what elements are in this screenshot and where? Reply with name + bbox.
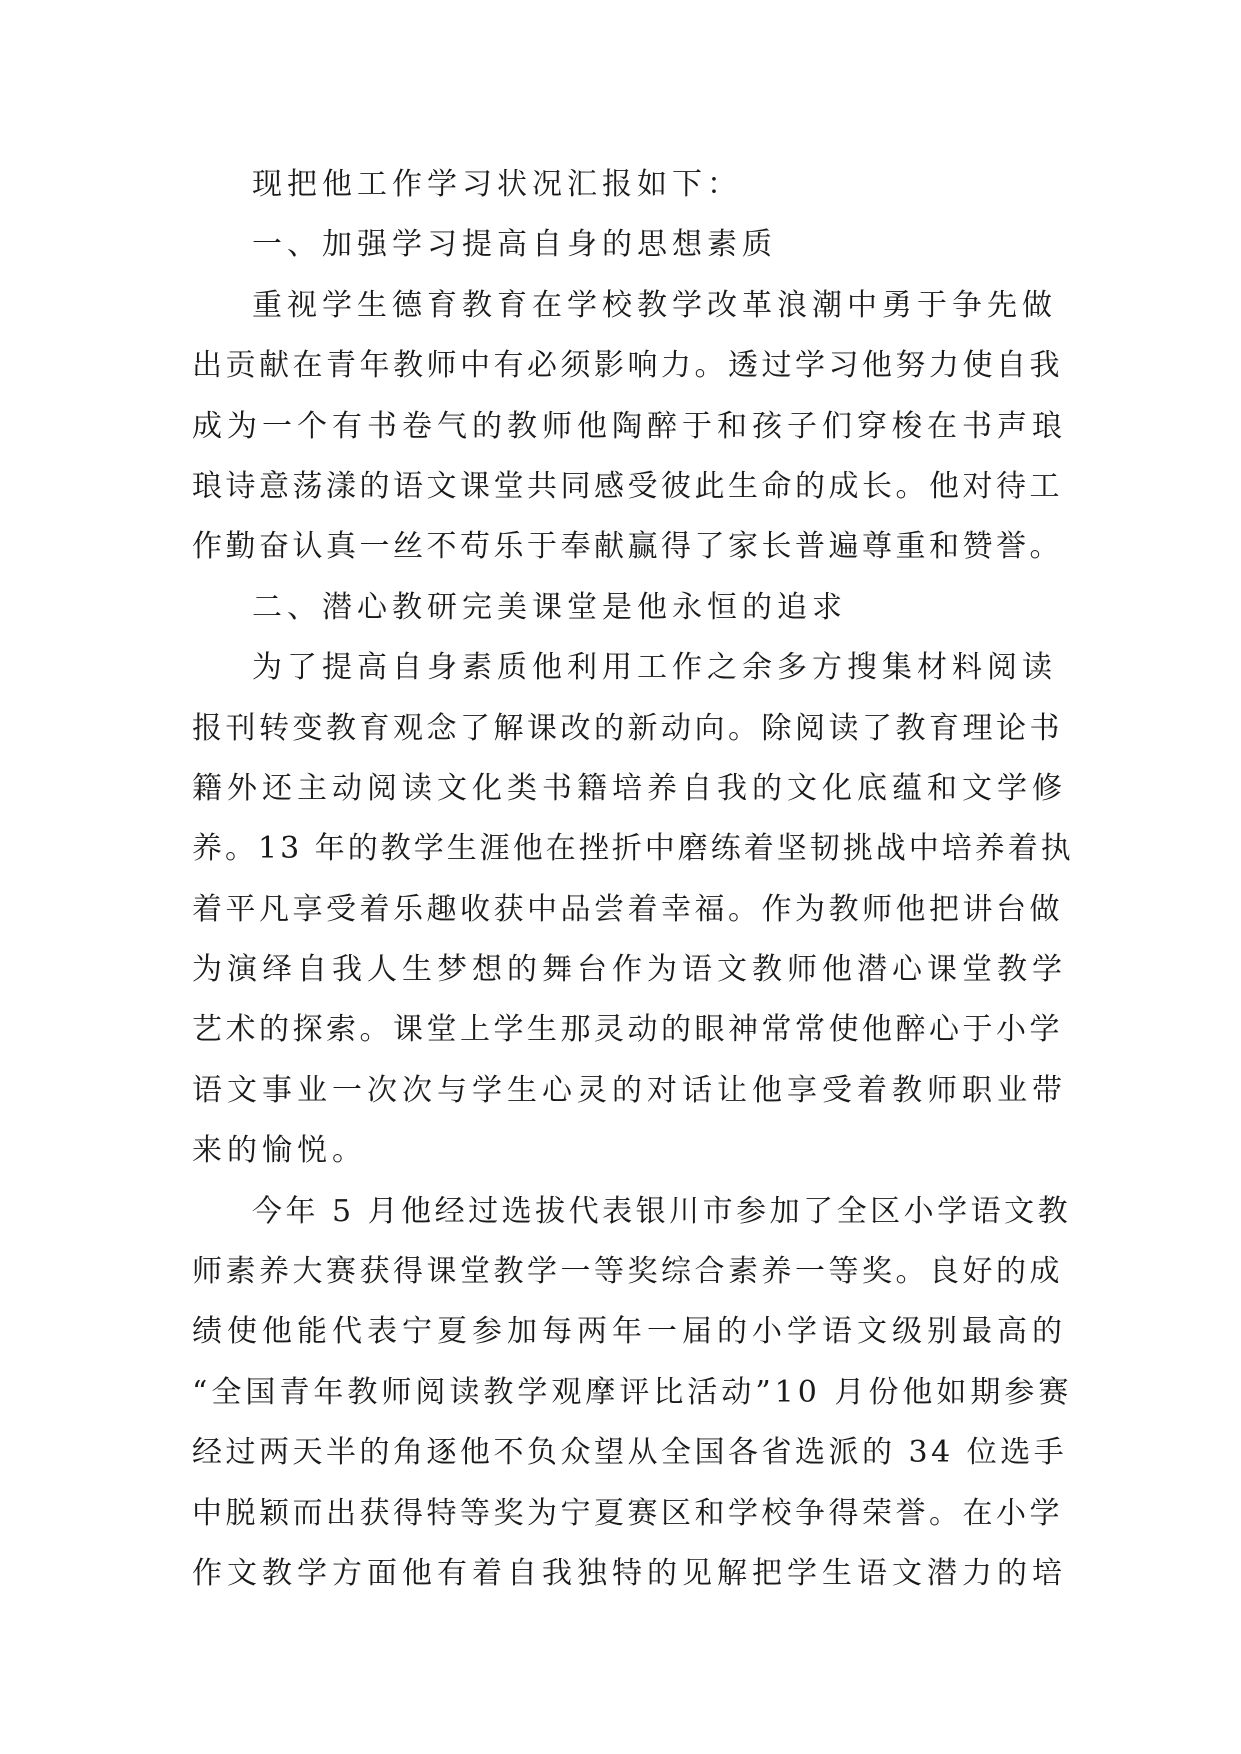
text-line: 为了提高自身素质他利用工作之余多方搜集材料阅读 <box>252 650 1057 686</box>
text-line: 经过两天半的角逐他不负众望从全国各省选派的 34 位选手 <box>192 1435 1068 1471</box>
text-line: 琅诗意荡漾的语文课堂共同感受彼此生命的成长。他对待工 <box>192 468 1063 504</box>
text-line: 现把他工作学习状况汇报如下： <box>252 167 742 202</box>
text-line: 绩使他能代表宁夏参加每两年一届的小学语文级别最高的 <box>192 1314 1067 1350</box>
text-line: 成为一个有书卷气的教师他陶醉于和孩子们穿梭在书声琅 <box>192 408 1067 444</box>
text-line: 师素养大赛获得课堂教学一等奖综合素养一等奖。良好的成 <box>192 1254 1063 1290</box>
text-line: 今年 5 月他经过选拔代表银川市参加了全区小学语文教 <box>252 1193 1072 1229</box>
text-line: 一、加强学习提高自身的思想素质 <box>252 227 777 263</box>
text-line: 养。13 年的教学生涯他在挫折中磨练着坚韧挑战中培养着执 <box>192 831 1074 867</box>
text-line: 报刊转变教育观念了解课改的新动向。除阅读了教育理论书 <box>192 710 1063 746</box>
text-line: 籍外还主动阅读文化类书籍培养自我的文化底蕴和文学修 <box>192 770 1067 806</box>
text-line: “全国青年教师阅读教学观摩评比活动”10 月份他如期参赛 <box>192 1374 1073 1410</box>
text-line: 中脱颖而出获得特等奖为宁夏赛区和学校争得荣誉。在小学 <box>192 1495 1063 1531</box>
text-line: 着平凡享受着乐趣收获中品尝着幸福。作为教师他把讲台做 <box>192 891 1063 927</box>
text-line: 作勤奋认真一丝不苟乐于奉献赢得了家长普遍尊重和赞誉。 <box>192 529 1063 565</box>
text-line: 重视学生德育教育在学校教学改革浪潮中勇于争先做 <box>252 287 1057 323</box>
text-line: 语文事业一次次与学生心灵的对话让他享受着教师职业带 <box>192 1072 1067 1108</box>
text-line: 来的愉悦。 <box>192 1133 367 1169</box>
text-line: 出贡献在青年教师中有必须影响力。透过学习他努力使自我 <box>192 348 1063 384</box>
text-line: 为演绎自我人生梦想的舞台作为语文教师他潜心课堂教学 <box>192 952 1067 988</box>
text-line: 艺术的探索。课堂上学生那灵动的眼神常常使他醉心于小学 <box>192 1012 1063 1048</box>
document-body <box>192 155 1072 1604</box>
text-line: 作文教学方面他有着自我独特的见解把学生语文潜力的培 <box>192 1555 1067 1591</box>
text-line: 二、潜心教研完美课堂是他永恒的追求 <box>252 589 847 625</box>
